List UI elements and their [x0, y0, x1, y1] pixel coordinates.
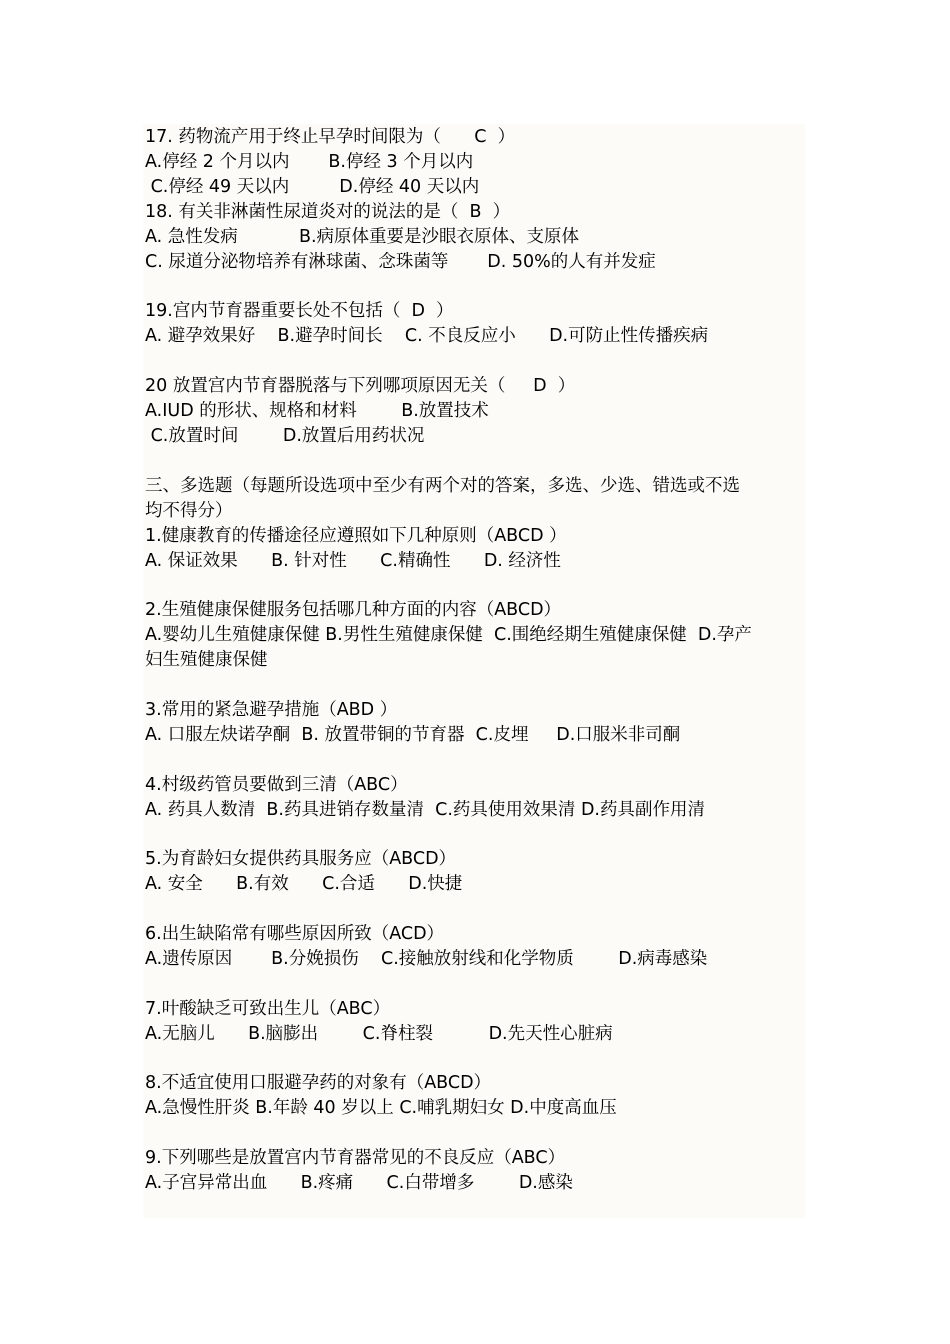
- question-19-options: A. 避孕效果好 B.避孕时间长 C. 不良反应小 D.可防止性传播疾病: [145, 326, 709, 346]
- multi-question-1-options: A. 保证效果 B. 针对性 C.精确性 D. 经济性: [145, 551, 561, 571]
- multi-question-7: 7.叶酸缺乏可致出生儿（ABC）: [145, 999, 391, 1019]
- multi-question-6: 6.出生缺陷常有哪些原因所致（ACD）: [145, 924, 445, 944]
- section-heading: 三、多选题（每题所设选项中至少有两个对的答案，多选、少选、错选或不选: [145, 476, 740, 496]
- multi-question-9-options: A.子宫异常出血 B.疼痛 C.白带增多 D.感染: [145, 1173, 573, 1193]
- multi-question-5: 5.为育龄妇女提供药具服务应（ABCD）: [145, 849, 457, 869]
- multi-question-2: 2.生殖健康保健服务包括哪几种方面的内容（ABCD）: [145, 600, 562, 620]
- question-20-options-ab: A.IUD 的形状、规格和材料 B.放置技术: [145, 401, 489, 421]
- content-area: [143, 124, 805, 1218]
- multi-question-3-options: A. 口服左炔诺孕酮 B. 放置带铜的节育器 C.皮埋 D.口服米非司酮: [145, 725, 681, 745]
- multi-question-7-options: A.无脑儿 B.脑膨出 C.脊柱裂 D.先天性心脏病: [145, 1024, 613, 1044]
- question-18-options-ab: A. 急性发病 B.病原体重要是沙眼衣原体、支原体: [145, 227, 580, 247]
- multi-question-9: 9.下列哪些是放置宫内节育器常见的不良反应（ABC）: [145, 1148, 566, 1168]
- multi-question-8: 8.不适宜使用口服避孕药的对象有（ABCD）: [145, 1073, 492, 1093]
- multi-question-2-options: A.婴幼儿生殖健康保健 B.男性生殖健康保健 C.围绝经期生殖健康保健 D.孕产: [145, 625, 752, 645]
- multi-question-1: 1.健康教育的传播途径应遵照如下几种原则（ABCD ）: [145, 526, 567, 546]
- question-18: 18. 有关非淋菌性尿道炎对的说法的是（ B ）: [145, 202, 511, 222]
- question-18-options-cd: C. 尿道分泌物培养有淋球菌、念珠菌等 D. 50%的人有并发症: [145, 252, 656, 272]
- multi-question-2-options-continued: 妇生殖健康保健: [145, 650, 268, 670]
- question-17: 17. 药物流产用于终止早孕时间限为（ C ）: [145, 127, 516, 147]
- multi-question-5-options: A. 安全 B.有效 C.合适 D.快捷: [145, 874, 463, 894]
- multi-question-6-options: A.遗传原因 B.分娩损伤 C.接触放射线和化学物质 D.病毒感染: [145, 949, 708, 969]
- question-17-options-ab: A.停经 2 个月以内 B.停经 3 个月以内: [145, 152, 474, 172]
- question-20-options-cd: C.放置时间 D.放置后用药状况: [145, 426, 425, 446]
- question-19: 19.宫内节育器重要长处不包括（ D ）: [145, 301, 454, 321]
- multi-question-3: 3.常用的紧急避孕措施（ABD ）: [145, 700, 398, 720]
- multi-question-8-options: A.急慢性肝炎 B.年龄 40 岁以上 C.哺乳期妇女 D.中度高血压: [145, 1098, 617, 1118]
- question-17-options-cd: C.停经 49 天以内 D.停经 40 天以内: [145, 177, 480, 197]
- multi-question-4: 4.村级药管员要做到三清（ABC）: [145, 775, 408, 795]
- question-20: 20 放置宫内节育器脱落与下列哪项原因无关（ D ）: [145, 376, 576, 396]
- multi-question-4-options: A. 药具人数清 B.药具进销存数量清 C.药具使用效果清 D.药具副作用清: [145, 800, 705, 820]
- section-heading-continued: 均不得分）: [145, 501, 233, 521]
